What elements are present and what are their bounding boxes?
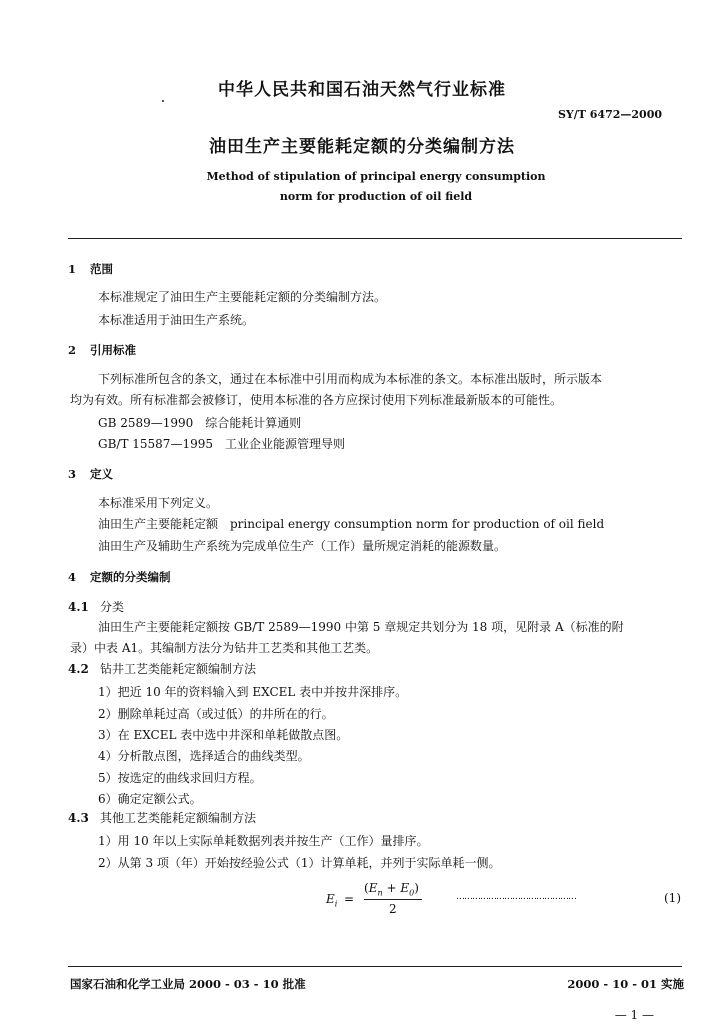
section-number: 2 [68, 343, 77, 357]
header-rule [68, 238, 682, 239]
paragraph: 下列标准所包含的条文，通过在本标准中引用而构成为本标准的条文。本标准出版时，所示版本 [98, 372, 603, 386]
step-item: 2）从第 3 项（年）开始按经验公式（1）计算单耗，并列于实际单耗一侧。 [98, 856, 501, 870]
formula-1 [326, 880, 686, 920]
section-title: 范围 [90, 262, 113, 276]
reference-standard: GB 2589—1990 综合能耗计算通则 [98, 416, 302, 430]
step-item: 3）在 EXCEL 表中选中井深和单耗做散点图。 [98, 728, 349, 742]
section-title: 定义 [90, 467, 113, 481]
formula-numerator: $(E_n + E_0)$ [364, 881, 419, 898]
subsection-4-3-heading [68, 809, 256, 826]
effective-date: 2000 - 10 - 01 实施 [567, 977, 684, 991]
section-number: 4 [68, 570, 77, 584]
paragraph-continued: 均为有效。所有标准都会被修订，使用本标准的各方应探讨使用下列标准最新版本的可能性。 [70, 393, 563, 407]
paragraph: 本标准采用下列定义。 [98, 496, 219, 510]
issuing-organization: 中华人民共和国石油天然气行业标准 [218, 80, 506, 100]
reference-standard: GB/T 15587—1995 工业企业能源管理导则 [98, 437, 345, 451]
subsection-4-2-heading [68, 660, 256, 677]
equation-number: (1) [664, 891, 681, 905]
standard-number: SY/T 6472—2000 [557, 108, 662, 121]
section-title: 定额的分类编制 [90, 570, 171, 584]
section-number: 1 [68, 262, 77, 276]
subsection-title: 钻井工艺类能耗定额编制方法 [100, 662, 257, 676]
formula-denominator: 2 [389, 902, 397, 916]
formula-equals: = [344, 892, 355, 906]
paragraph: 油田生产主要能耗定额按 GB/T 2589—1990 中第 5 章规定共划分为 18 项，见附录 A（标准的附 [98, 620, 624, 634]
subsection-number: 4.2 [68, 662, 89, 676]
paragraph-continued: 录）中表 A1。其编制方法分为钻井工艺类和其他工艺类。 [70, 641, 379, 655]
section-2-heading [68, 342, 136, 358]
step-item: 2）删除单耗过高（或过低）的井所在的行。 [98, 707, 334, 721]
step-item: 5）按选定的曲线求回归方程。 [98, 771, 262, 785]
section-3-heading [68, 466, 113, 482]
approval-line: 国家石油和化学工业局 2000 - 03 - 10 批准 [70, 977, 306, 991]
fraction-bar [364, 899, 422, 900]
english-title-line-2: norm for production of oil field [279, 190, 473, 203]
subsection-number: 4.3 [68, 811, 89, 825]
section-number: 3 [68, 467, 77, 481]
definition-text: 油田生产及辅助生产系统为完成单位生产（工作）量所规定消耗的能源数量。 [98, 539, 507, 553]
scan-speck [162, 100, 164, 102]
subsection-number: 4.1 [68, 600, 89, 614]
paragraph: 本标准适用于油田生产系统。 [98, 313, 255, 327]
paragraph: 本标准规定了油田生产主要能耗定额的分类编制方法。 [98, 290, 387, 304]
english-title-line-1: Method of stipulation of principal energy consumption [206, 170, 546, 183]
page-number: — 1 — [614, 1008, 654, 1022]
section-1-heading [68, 261, 113, 277]
section-title: 引用标准 [90, 343, 136, 357]
footer-rule [68, 966, 682, 967]
subsection-4-1-heading [68, 598, 124, 615]
subsection-title: 其他工艺类能耗定额编制方法 [100, 811, 257, 825]
leader-dots: ……………………………………… [456, 892, 576, 902]
step-item: 6）确定定额公式。 [98, 792, 202, 806]
section-4-heading [68, 569, 171, 585]
document-title: 油田生产主要能耗定额的分类编制方法 [209, 137, 515, 157]
definition-term: 油田生产主要能耗定额 principal energy consumption norm for production of oil field [98, 517, 605, 531]
subsection-title: 分类 [100, 600, 125, 614]
formula-lhs: $E_i$ [326, 892, 338, 909]
step-item: 1）用 10 年以上实际单耗数据列表并按生产（工作）量排序。 [98, 834, 429, 848]
step-item: 4）分析散点图，选择适合的曲线类型。 [98, 749, 310, 763]
step-item: 1）把近 10 年的资料输入到 EXCEL 表中并按井深排序。 [98, 685, 408, 699]
